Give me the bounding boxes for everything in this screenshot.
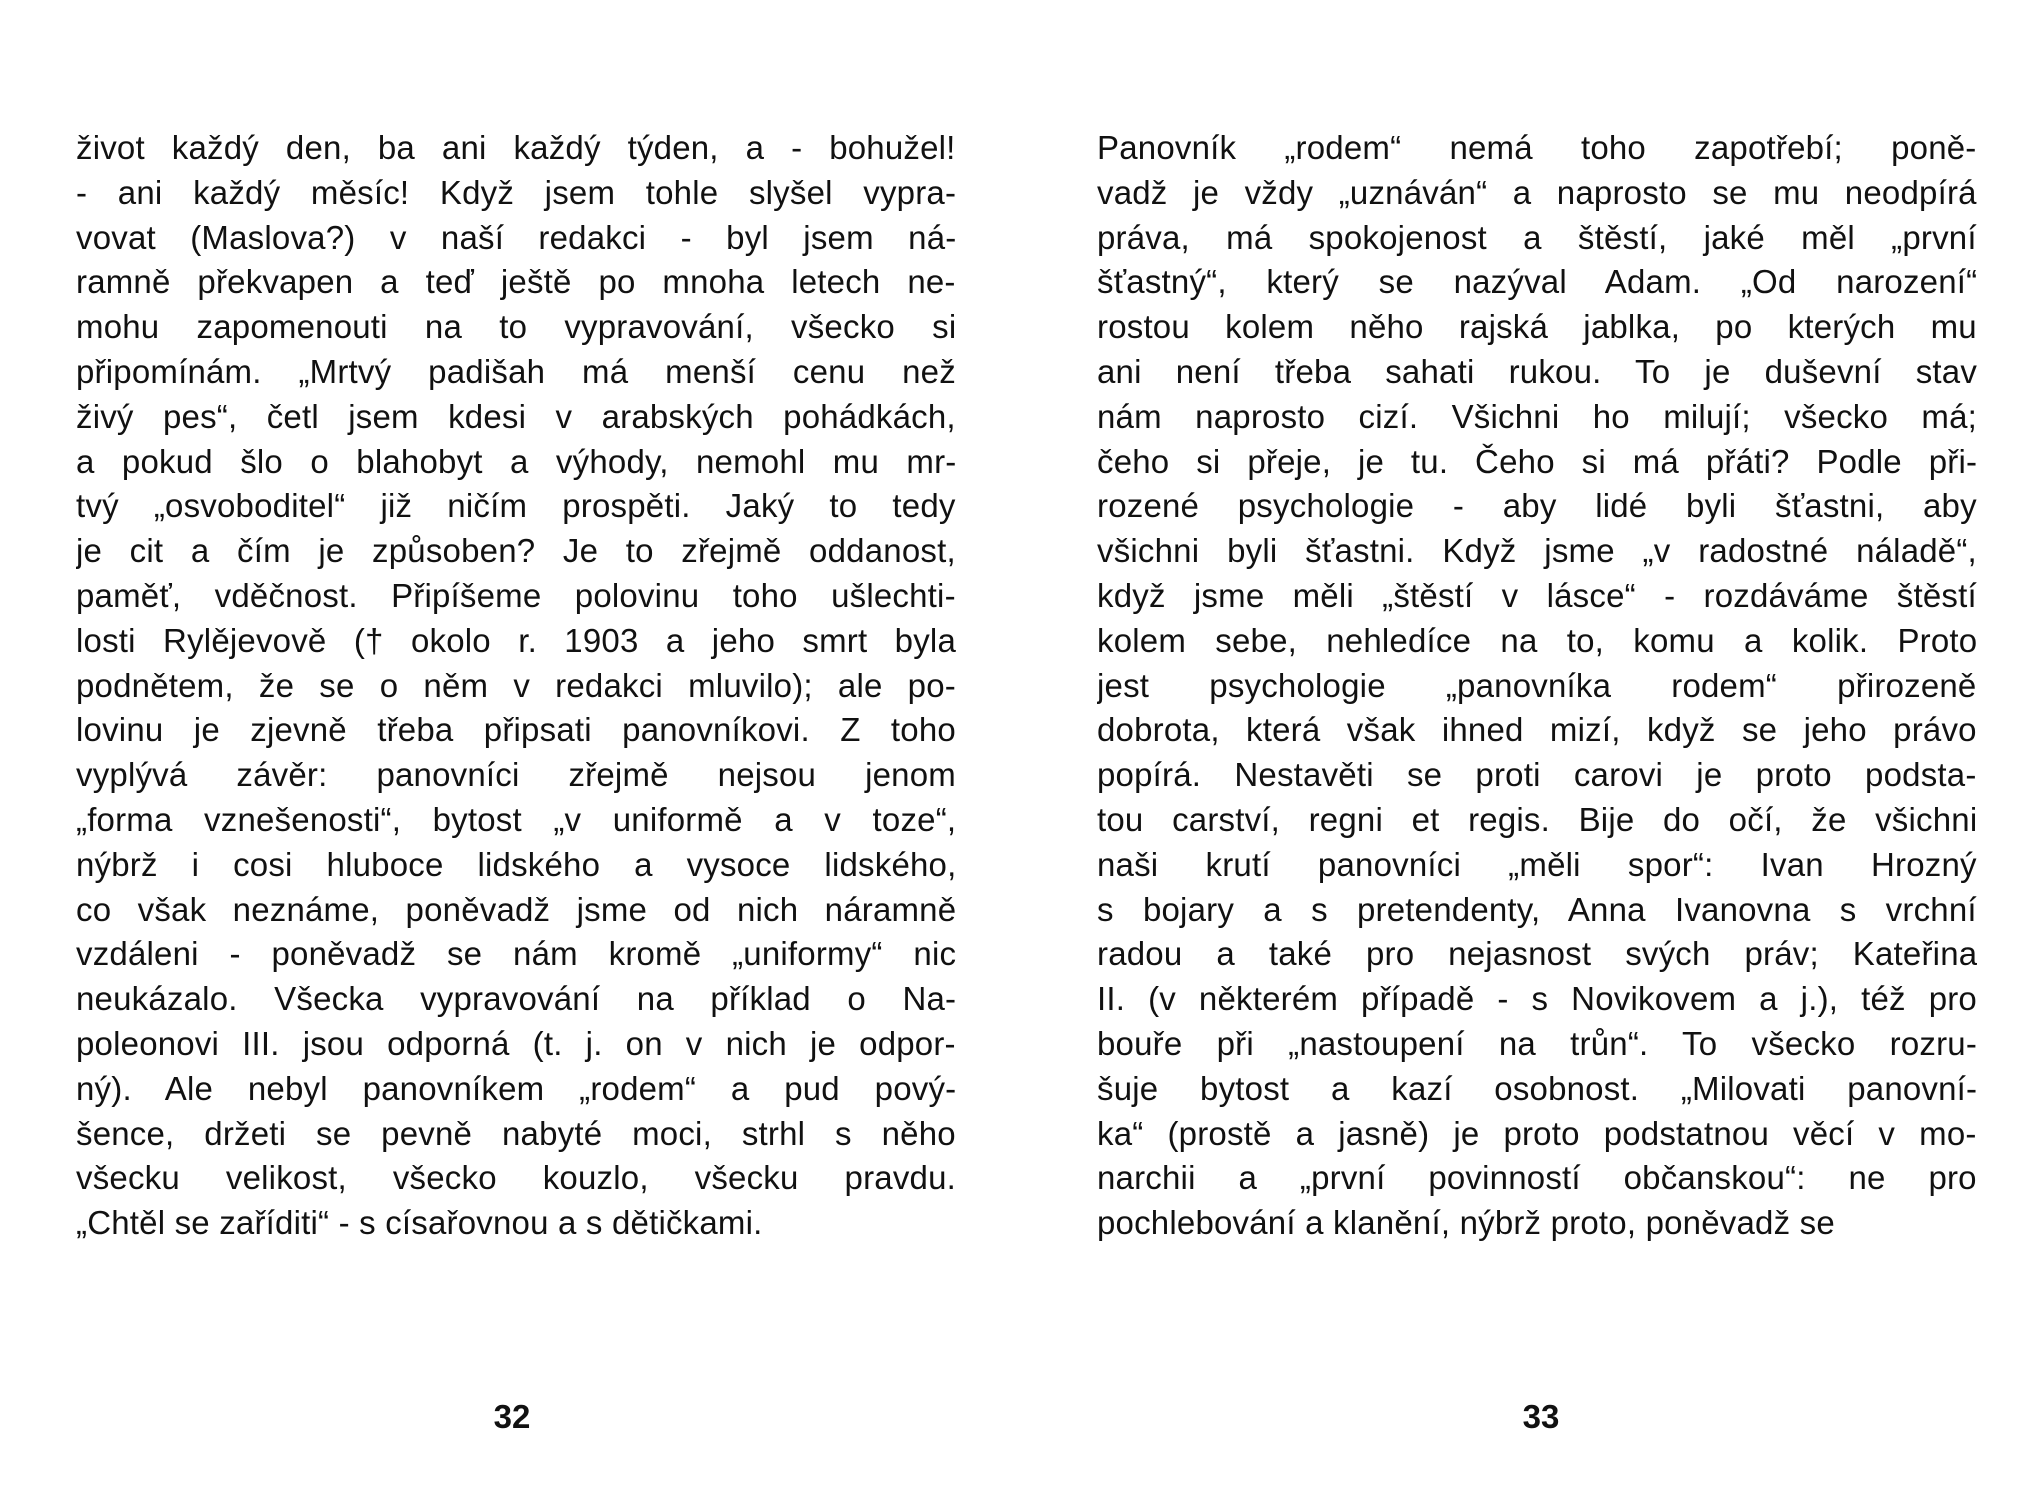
text-line: vzdáleni - poněvadž se nám kromě „uniformy“ nic xyxy=(76,935,956,973)
text-line: tvý „osvoboditel“ již ničím prospěti. Jaký to tedy xyxy=(76,487,956,525)
text-line: ani není třeba sahati rukou. To je duševní stav xyxy=(1097,352,1977,390)
text-line: nýbrž i cosi hluboce lidského a vysoce lidského, xyxy=(76,845,956,883)
text-line: lovinu je zjevně třeba připsati panovníkovi. Z toho xyxy=(76,711,956,749)
text-line: šence, držeti se pevně nabyté moci, strhl s něho xyxy=(76,1114,956,1152)
text-line: s bojary a s pretendenty, Anna Ivanovna s vrchní xyxy=(1097,890,1977,928)
text-line: je cit a čím je způsoben? Je to zřejmě oddanost, xyxy=(76,532,956,570)
text-line: „Chtěl se zaříditi“ - s císařovnou a s dětičkami. xyxy=(76,1204,763,1242)
text-line: všichni byli šťastni. Když jsme „v radostné náladě“, xyxy=(1097,532,1977,570)
text-line: poleonovi III. jsou odporná (t. j. on v nich je odpor- xyxy=(76,1024,956,1062)
text-line: dobrota, která však ihned mizí, když se jeho právo xyxy=(1097,711,1977,749)
text-line: a pokud šlo o blahobyt a výhody, nemohl mu mr- xyxy=(76,442,956,480)
right-page xyxy=(1017,0,2034,1500)
page-number-right: 33 xyxy=(1522,1398,1560,1435)
text-line: kolem sebe, nehledíce na to, komu a kolik. Proto xyxy=(1097,621,1977,659)
text-line: bouře při „nastoupení na trůn“. To všecko rozru- xyxy=(1097,1024,1977,1062)
text-line: nám naprosto cizí. Všichni ho milují; všecko má; xyxy=(1097,397,1977,435)
text-line: život každý den, ba ani každý týden, a - bohužel! xyxy=(76,129,956,166)
text-line: ný). Ale nebyl panovníkem „rodem“ a pud pový- xyxy=(76,1069,956,1107)
text-line: II. (v některém případě - s Novikovem a j.), též pro xyxy=(1097,980,1977,1018)
text-line: paměť, vděčnost. Připíšeme polovinu toho ušlechti- xyxy=(76,576,956,614)
text-line: popírá. Nestavěti se proti carovi je proto podsta- xyxy=(1097,756,1977,794)
text-line: mohu zapomenouti na to vypravování, všecko si xyxy=(76,308,956,346)
text-line: co však neznáme, poněvadž jsme od nich náramně xyxy=(76,890,956,928)
text-line: jest psychologie „panovníka rodem“ přirozeně xyxy=(1097,666,1977,704)
text-line: vadž je vždy „uznáván“ a naprosto se mu neodpírá xyxy=(1097,173,1977,211)
text-line: losti Rylějevově († okolo r. 1903 a jeho smrt byla xyxy=(76,621,956,659)
text-line: vovat (Maslova?) v naší redakci - byl jsem ná- xyxy=(76,218,956,256)
text-line: neukázalo. Všecka vypravování na příklad o Na- xyxy=(76,980,956,1018)
text-line: když jsme měli „štěstí v lásce“ - rozdáváme štěstí xyxy=(1097,576,1977,614)
text-line: šuje bytost a kazí osobnost. „Milovati panovní- xyxy=(1097,1069,1977,1107)
text-line: narchii a „první povinností občanskou“: ne pro xyxy=(1097,1159,1977,1197)
left-page-text xyxy=(76,126,956,1246)
right-page-text xyxy=(1097,126,1977,1246)
text-line: podnětem, že se o něm v redakci mluvilo); ale po- xyxy=(76,666,956,704)
text-line: čeho si přeje, je tu. Čeho si má přáti? Podle při- xyxy=(1097,442,1977,480)
text-line: Panovník „rodem“ nemá toho zapotřebí; poně- xyxy=(1097,129,1977,166)
text-line: šťastný“, který se nazýval Adam. „Od narození“ xyxy=(1097,263,1977,301)
text-line: pochlebování a klanění, nýbrž proto, poněvadž se xyxy=(1097,1204,1835,1242)
text-line: ka“ (prostě a jasně) je proto podstatnou věcí v mo- xyxy=(1097,1114,1977,1152)
text-line: připomínám. „Mrtvý padišah má menší cenu než xyxy=(76,352,956,390)
text-line: tou carství, regni et regis. Bije do očí, že všichni xyxy=(1097,800,1977,838)
text-line: radou a také pro nejasnost svých práv; Kateřina xyxy=(1097,935,1977,973)
text-line: „forma vznešenosti“, bytost „v uniformě a v toze“, xyxy=(76,800,956,838)
text-line: rostou kolem něho rajská jablka, po kterých mu xyxy=(1097,308,1977,346)
text-line: práva, má spokojenost a štěstí, jaké měl „první xyxy=(1097,218,1977,256)
text-line: vyplývá závěr: panovníci zřejmě nejsou jenom xyxy=(76,756,956,794)
page-number-left: 32 xyxy=(493,1398,531,1435)
text-line: naši krutí panovníci „měli spor“: Ivan Hrozný xyxy=(1097,845,1977,883)
text-line: všecku velikost, všecko kouzlo, všecku pravdu. xyxy=(76,1159,956,1197)
text-line: ramně překvapen a teď ještě po mnoha letech ne- xyxy=(76,263,956,301)
text-line: rozené psychologie - aby lidé byli šťastni, aby xyxy=(1097,487,1977,525)
text-line: - ani každý měsíc! Když jsem tohle slyšel vypra- xyxy=(76,173,956,211)
text-line: živý pes“, četl jsem kdesi v arabských pohádkách, xyxy=(76,397,956,435)
